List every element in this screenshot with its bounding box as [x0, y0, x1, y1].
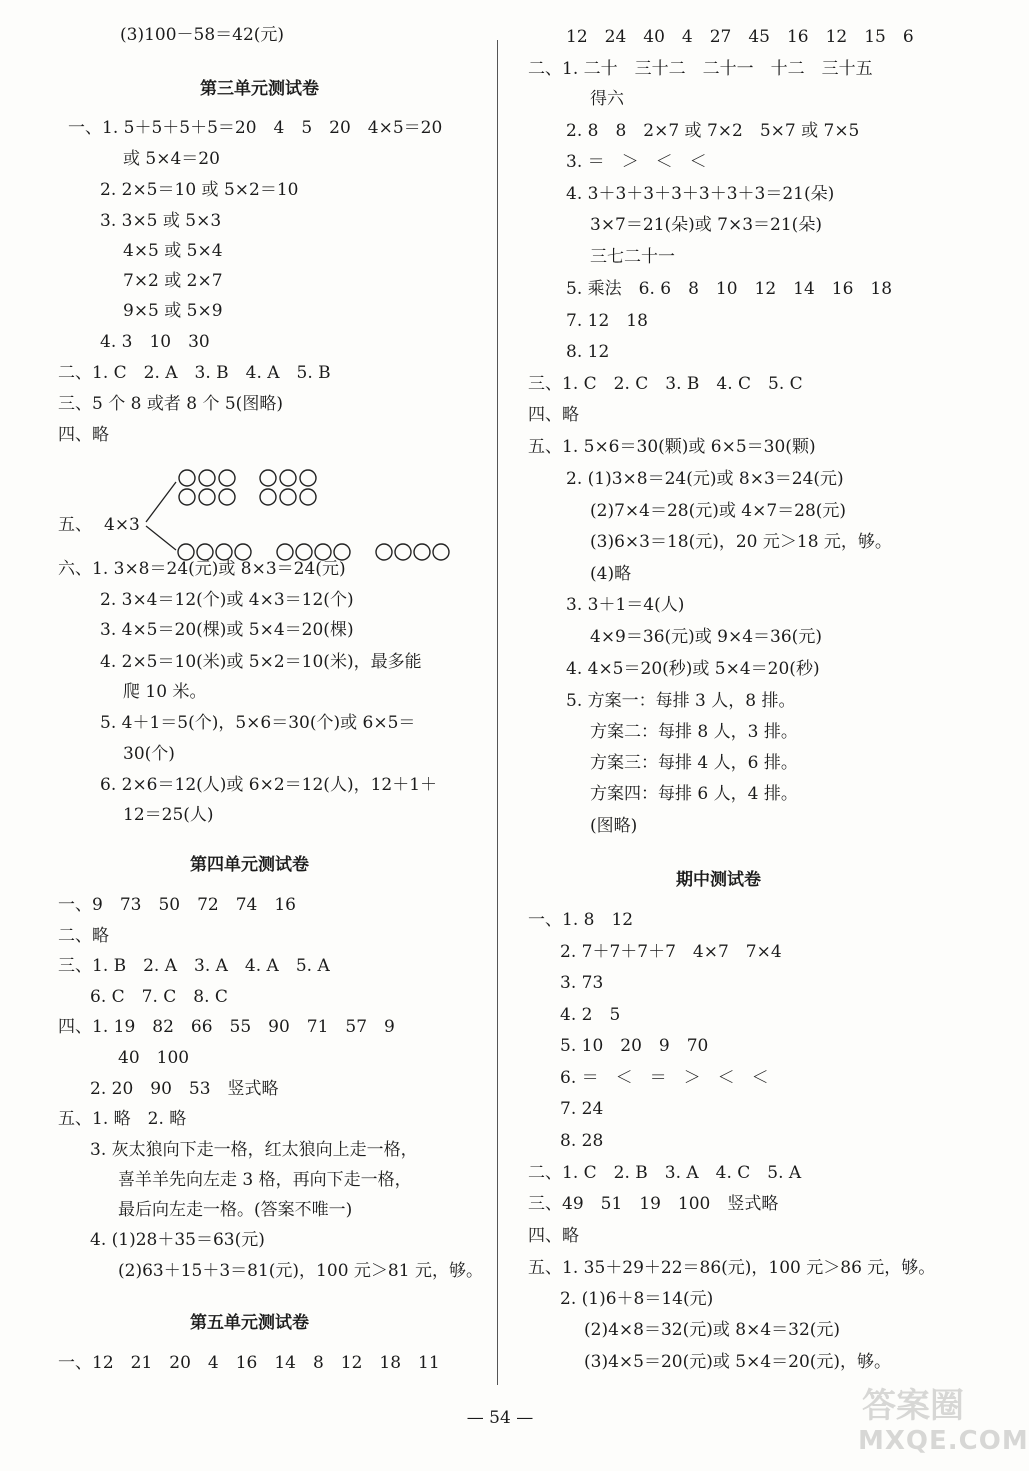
answer-line: 3. ＝ ＞ ＜ ＜ [566, 152, 707, 172]
answer-line: 3. 灰太狼向下走一格，红太狼向上走一格， [90, 1140, 418, 1160]
answer-line: 得六 [590, 89, 624, 109]
answer-line: 6. ＝ ＜ ＝ ＞ ＜ ＜ [560, 1068, 769, 1088]
section-title: 第三单元测试卷 [200, 79, 319, 99]
answer-line: 喜羊羊先向左走 3 格，再向下走一格， [118, 1170, 412, 1190]
answer-line: 2. 20 90 53 竖式略 [90, 1079, 279, 1099]
answer-line: 5. 10 20 9 70 [560, 1036, 709, 1056]
answer-line: 三、1. B 2. A 3. A 4. A 5. A [58, 956, 330, 976]
answer-line: 方案三：每排 4 人，6 排。 [590, 753, 798, 773]
answer-line: 3. 73 [560, 973, 604, 993]
answer-line: 四、略 [528, 405, 579, 425]
answer-line: (3)6×3＝18(元)，20 元＞18 元，够。 [590, 532, 892, 552]
answer-line: 二、略 [58, 926, 109, 946]
answer-line: 4×9＝36(元)或 9×4＝36(元) [590, 627, 822, 647]
answer-line: 6. C 7. C 8. C [90, 987, 228, 1007]
tree-svg [0, 460, 490, 570]
tree-diagram [0, 460, 490, 570]
answer-line: 7. 24 [560, 1099, 604, 1119]
answer-line: 一、1. 5＋5＋5＋5＝20 4 5 20 4×5＝20 [68, 118, 443, 138]
answer-line: 3×7＝21(朵)或 7×3＝21(朵) [590, 215, 822, 235]
tree-expression: 4×3 [104, 515, 140, 535]
answer-line: 三、49 51 19 100 竖式略 [528, 1194, 779, 1214]
answer-line: 6. 2×6＝12(人)或 6×2＝12(人)，12＋1＋ [100, 775, 438, 795]
answer-line: 7×2 或 2×7 [123, 271, 223, 291]
answer-line: 四、略 [528, 1226, 579, 1246]
circle-group-top [179, 470, 316, 505]
section-title: 第四单元测试卷 [190, 855, 309, 875]
answer-line: 4. 3＋3＋3＋3＋3＋3＋3＝21(朵) [566, 184, 835, 204]
answer-line: 五、1. 略 2. 略 [58, 1109, 187, 1129]
answer-line: (3)4×5＝20(元)或 5×4＝20(元)，够。 [584, 1352, 892, 1372]
answer-line: 4. 2 5 [560, 1005, 621, 1025]
answer-line: 方案二：每排 8 人，3 排。 [590, 722, 798, 742]
answer-line: (2)63＋15＋3＝81(元)，100 元＞81 元，够。 [118, 1261, 483, 1281]
answer-line: 或 5×4＝20 [123, 149, 220, 169]
answer-line: 二、1. C 2. B 3. A 4. C 5. A [528, 1163, 802, 1183]
answer-line: 2. (1)6＋8＝14(元) [560, 1289, 714, 1309]
answer-line: 5. 乘法 6. 6 8 10 12 14 16 18 [566, 279, 893, 299]
answer-line: 4. (1)28＋35＝63(元) [90, 1230, 265, 1250]
answer-line: 方案四：每排 6 人，4 排。 [590, 784, 798, 804]
tree-prefix: 五、 [58, 515, 92, 535]
answer-line: 9×5 或 5×9 [123, 301, 223, 321]
answer-line: 一、9 73 50 72 74 16 [58, 895, 296, 915]
watermark-logo [852, 1372, 1029, 1464]
answer-line: 5. 4＋1＝5(个)，5×6＝30(个)或 6×5＝ [100, 713, 416, 733]
answer-line: (4)略 [590, 564, 632, 584]
answer-line: 二、1. C 2. A 3. B 4. A 5. B [58, 363, 331, 383]
answer-line: 二、1. 二十 三十二 二十一 十二 三十五 [528, 59, 873, 79]
answer-line: 7. 12 18 [566, 311, 648, 331]
answer-line: 12 24 40 4 27 45 16 12 15 6 [566, 27, 914, 47]
answer-line: 40 100 [118, 1048, 190, 1068]
answer-line: 4×5 或 5×4 [123, 241, 223, 261]
answer-line: 四、略 [58, 425, 109, 445]
answer-line: 3. 4×5＝20(棵)或 5×4＝20(棵) [100, 620, 354, 640]
answer-line: 2. (1)3×8＝24(元)或 8×3＝24(元) [566, 469, 844, 489]
answer-line: 四、1. 19 82 66 55 90 71 57 9 [58, 1017, 395, 1037]
answer-line: 3. 3＋1＝4(人) [566, 595, 685, 615]
watermark-url: MXQE.COM [858, 1426, 1029, 1456]
answer-line: 三、5 个 8 或者 8 个 5(图略) [58, 394, 283, 414]
answer-line: 2. 8 8 2×7 或 7×2 5×7 或 7×5 [566, 121, 860, 141]
answer-line: 12＝25(人) [123, 805, 214, 825]
answer-line: 一、12 21 20 4 16 14 8 12 18 11 [58, 1353, 440, 1373]
watermark-title: 答案圈 [862, 1386, 964, 1426]
answer-line: 4. 2×5＝10(米)或 5×2＝10(米)，最多能 [100, 652, 422, 672]
circle-group-bottom [178, 544, 449, 560]
answer-line: 六、1. 3×8＝24(元)或 8×3＝24(元) [58, 559, 346, 579]
answer-line: 5. 方案一：每排 3 人，8 排。 [566, 691, 796, 711]
answer-line: 三七二十一 [590, 247, 675, 267]
column-divider [497, 40, 498, 1385]
section-title: 期中测试卷 [676, 870, 761, 890]
answer-line: 2. 7＋7＋7＋7 4×7 7×4 [560, 942, 782, 962]
answer-line: 3. 3×5 或 5×3 [100, 211, 222, 231]
answer-line: (2)7×4＝28(元)或 4×7＝28(元) [590, 501, 847, 521]
answer-line: 五、1. 35＋29＋22＝86(元)，100 元＞86 元，够。 [528, 1258, 936, 1278]
answer-line: 2. 2×5＝10 或 5×2＝10 [100, 180, 299, 200]
answer-line: 30(个) [123, 744, 175, 764]
answer-line: 4. 4×5＝20(秒)或 5×4＝20(秒) [566, 659, 820, 679]
answer-line: 最后向左走一格。(答案不唯一) [118, 1200, 353, 1220]
answer-line: 五、1. 5×6＝30(颗)或 6×5＝30(颗) [528, 437, 816, 457]
answer-line: (2)4×8＝32(元)或 8×4＝32(元) [584, 1320, 841, 1340]
answer-line: 8. 12 [566, 342, 610, 362]
answer-line: 一、1. 8 12 [528, 910, 634, 930]
answer-line: 4. 3 10 30 [100, 332, 210, 352]
answer-line: (3)100－58＝42(元) [120, 25, 285, 45]
section-title: 第五单元测试卷 [190, 1313, 309, 1333]
answer-line: 8. 28 [560, 1131, 604, 1151]
answer-line: 爬 10 米。 [123, 682, 207, 702]
page-number: — 54 — [466, 1408, 534, 1428]
answer-line: 2. 3×4＝12(个)或 4×3＝12(个) [100, 590, 354, 610]
answer-line: 三、1. C 2. C 3. B 4. C 5. C [528, 374, 803, 394]
answer-line: (图略) [590, 816, 638, 836]
